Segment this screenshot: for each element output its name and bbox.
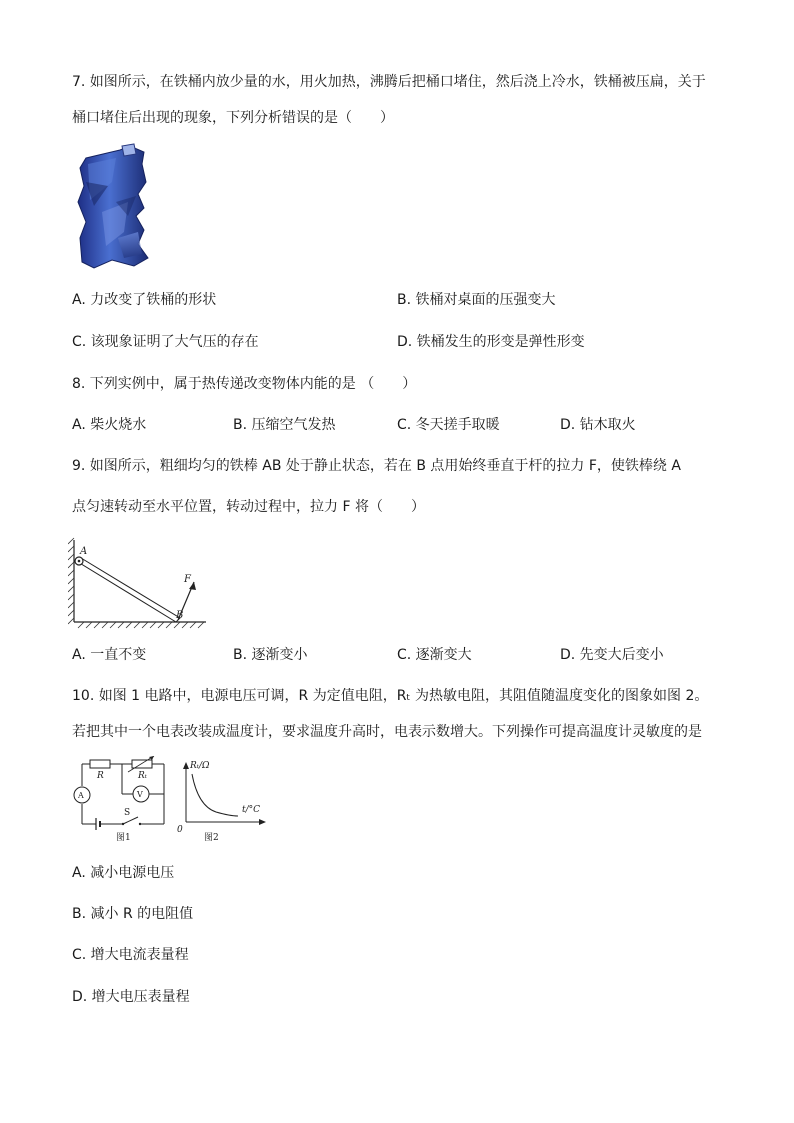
q8-option-d[interactable]: D. 钻木取火 [560, 417, 636, 433]
q8-option-b[interactable]: B. 压缩空气发热 [233, 417, 336, 433]
q7-option-c[interactable]: C. 该现象证明了大气压的存在 [72, 334, 259, 350]
label-a: A [80, 546, 88, 557]
q7-stem-line2: 桶口堵住后出现的现象，下列分析错误的是（ ） [72, 110, 394, 126]
resistance-temperature-curve [192, 774, 238, 816]
circuit-figure-1 [72, 756, 172, 848]
caption-fig2: 图2 [204, 833, 219, 843]
q10-stem-line1: 10. 如图 1 电路中，电源电压可调，R 为定值电阻，Rₜ 为热敏电阻，其阻值随温度变化的图象如图 2。 [72, 688, 709, 704]
origin-label: 0 [177, 825, 183, 835]
q10-option-a[interactable]: A. 减小电源电压 [72, 865, 175, 881]
wall-hatching [68, 538, 74, 624]
q8-option-c[interactable]: C. 冬天搓手取暖 [397, 417, 500, 433]
switch-s [123, 817, 138, 824]
iron-rod [78, 558, 180, 622]
q9-stem-line1: 9. 如图所示，粗细均匀的铁棒 AB 处于静止状态，若在 B 点用始终垂直于杆的拉力 F，使铁棒绕 A [72, 458, 681, 474]
crushed-iron-bucket-photo [72, 142, 154, 274]
label-f: F [184, 574, 191, 585]
q7-stem-line1: 7. 如图所示，在铁桶内放少量的水，用火加热，沸腾后把桶口堵住，然后浇上冷水，铁桶被压扁，关于 [72, 74, 706, 90]
label-voltmeter: V [137, 790, 143, 799]
q9-option-b[interactable]: B. 逐渐变小 [233, 647, 308, 663]
q10-option-d[interactable]: D. 增大电压表量程 [72, 989, 190, 1005]
floor-hatching [78, 622, 204, 628]
label-switch: S [124, 808, 131, 818]
q10-option-b[interactable]: B. 减小 R 的电阻值 [72, 906, 194, 922]
label-rt: Rₜ [138, 771, 147, 781]
y-axis-label: Rₜ/Ω [190, 761, 210, 771]
thermistor-rt [132, 760, 152, 768]
q7-option-b[interactable]: B. 铁桶对桌面的压强变大 [397, 292, 556, 308]
q9-option-c[interactable]: C. 逐渐变大 [397, 647, 472, 663]
q9-option-a[interactable]: A. 一直不变 [72, 647, 147, 663]
q9-option-d[interactable]: D. 先变大后变小 [560, 647, 664, 663]
label-r: R [97, 771, 104, 781]
resistor-r [90, 760, 110, 768]
q10-stem-line2: 若把其中一个电表改装成温度计，要求温度升高时，电表示数增大。下列操作可提高温度计灵敏度的是 [72, 724, 702, 740]
q7-option-a[interactable]: A. 力改变了铁桶的形状 [72, 292, 217, 308]
caption-fig1: 图1 [116, 833, 131, 843]
q10-option-c[interactable]: C. 增大电流表量程 [72, 947, 189, 963]
label-b: B [176, 610, 184, 621]
q7-option-d[interactable]: D. 铁桶发生的形变是弹性形变 [397, 334, 585, 350]
lever-rod-figure [68, 534, 210, 634]
q8-stem-line1: 8. 下列实例中，属于热传递改变物体内能的是 （ ） [72, 376, 417, 392]
x-axis-label: t/°C [242, 805, 261, 815]
thermistor-graph-figure-2 [174, 760, 270, 848]
label-ammeter: A [78, 791, 84, 800]
q8-option-a[interactable]: A. 柴火烧水 [72, 417, 147, 433]
q9-stem-line2: 点匀速转动至水平位置，转动过程中，拉力 F 将（ ） [72, 499, 425, 515]
